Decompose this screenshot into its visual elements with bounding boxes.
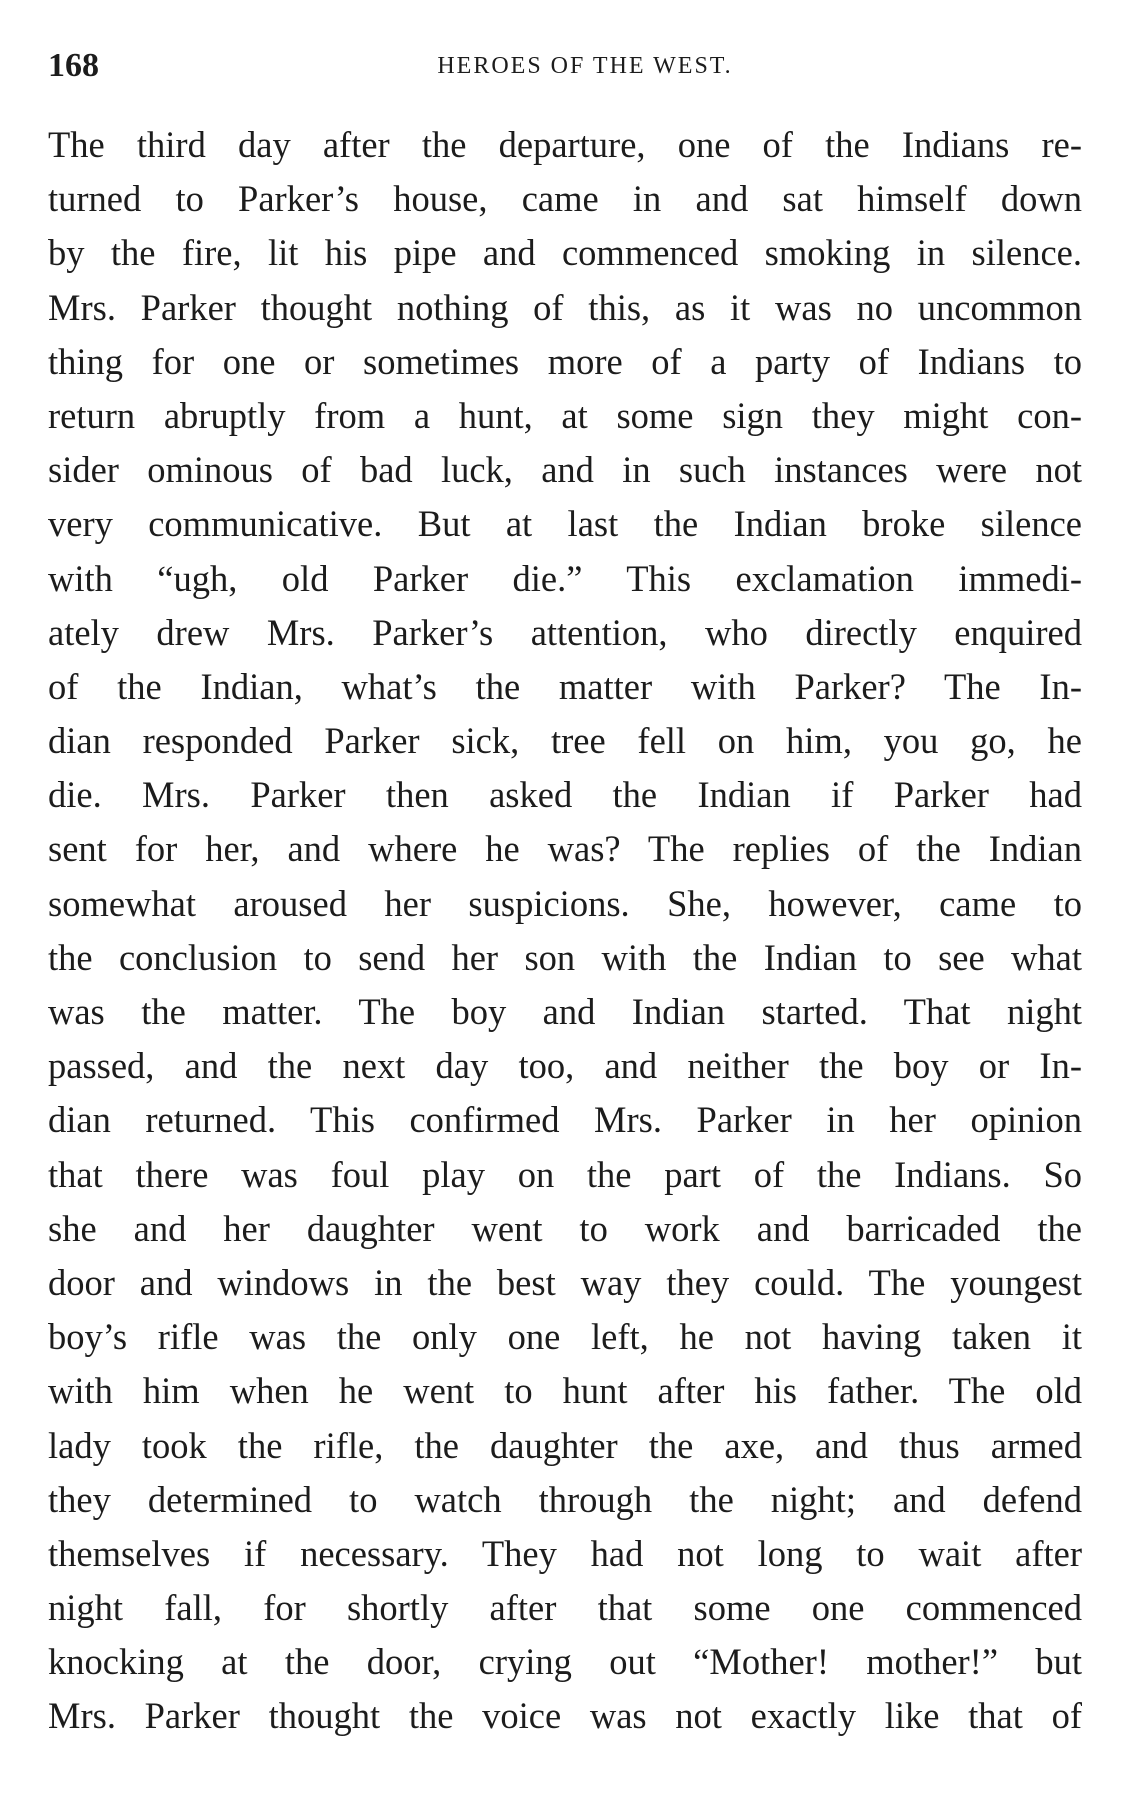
text-line: was the matter. The boy and Indian started. That night (48, 991, 1082, 1032)
text-line: night fall, for shortly after that some one commenced (48, 1587, 1082, 1629)
text-line: return abruptly from a hunt, at some sign they might con- (48, 394, 1082, 436)
text-line: Mrs. Parker thought nothing of this, as it was no uncommon (48, 286, 1082, 328)
page-number: 168 (48, 47, 99, 84)
text-line: passed, and the next day too, and neither the boy or In- (48, 1045, 1082, 1087)
book-page (48, 36, 1082, 1744)
text-line: die. Mrs. Parker then asked the Indian if Parker had (48, 774, 1082, 816)
text-line: turned to Parker’s house, came in and sat himself down (48, 178, 1082, 220)
text-line: very communicative. But at last the Indian broke silence (48, 503, 1082, 545)
text-line: dian returned. This confirmed Mrs. Parker in her opinion (48, 1099, 1082, 1141)
text-line: thing for one or sometimes more of a party of Indians to (48, 340, 1082, 382)
text-line: boy’s rifle was the only one left, he not having taken it (48, 1316, 1082, 1358)
text-line: ately drew Mrs. Parker’s attention, who directly enquired (48, 611, 1082, 653)
page-header (48, 36, 1082, 96)
text-line: sider ominous of bad luck, and in such instances were not (48, 449, 1082, 491)
text-line: lady took the rifle, the daughter the axe, and thus armed (48, 1424, 1082, 1466)
text-line: Mrs. Parker thought the voice was not exactly like that of (48, 1695, 1082, 1737)
running-head: HEROES OF THE WEST. (437, 53, 733, 79)
text-line: knocking at the door, crying out “Mother! mother!” but (48, 1641, 1082, 1683)
text-line: themselves if necessary. They had not long to wait after (48, 1532, 1082, 1574)
text-line: sent for her, and where he was? The replies of the Indian (48, 828, 1082, 870)
text-line: the conclusion to send her son with the Indian to see what (48, 936, 1082, 978)
text-line: The third day after the departure, one of the Indians re- (48, 124, 1082, 165)
text-line: of the Indian, what’s the matter with Parker? The In- (48, 665, 1082, 707)
text-line: door and windows in the best way they could. The youngest (48, 1261, 1082, 1303)
text-line: somewhat aroused her suspicions. She, however, came to (48, 882, 1082, 924)
text-line: that there was foul play on the part of the Indians. So (48, 1153, 1082, 1195)
text-line: by the fire, lit his pipe and commenced smoking in silence. (48, 232, 1082, 274)
text-line: with him when he went to hunt after his father. The old (48, 1370, 1082, 1412)
text-line: she and her daughter went to work and barricaded the (48, 1207, 1082, 1249)
text-line: they determined to watch through the night; and defend (48, 1478, 1082, 1520)
text-line: dian responded Parker sick, tree fell on him, you go, he (48, 720, 1082, 762)
text-line: with “ugh, old Parker die.” This exclamation immedi- (48, 557, 1082, 599)
body-paragraph (48, 118, 1082, 1744)
